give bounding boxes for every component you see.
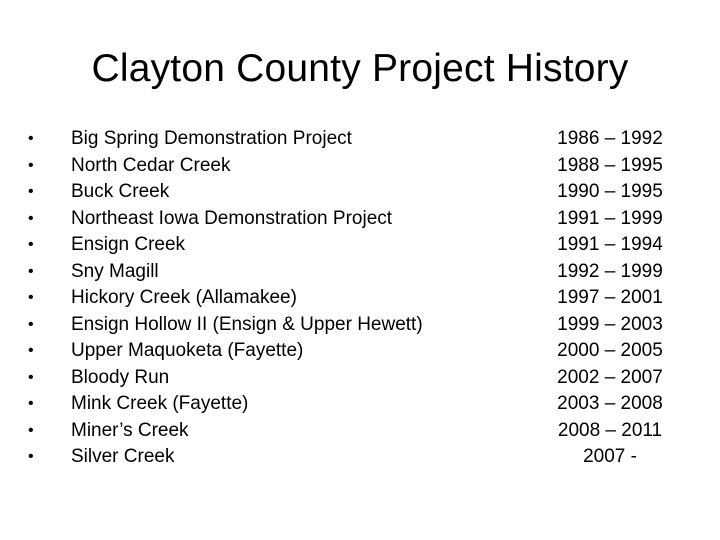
project-item [28,126,508,153]
project-name: Buck Creek [71,181,170,202]
project-item [28,312,508,339]
project-years: 1997 – 2001 [557,287,663,308]
project-item [28,338,508,365]
project-item [28,418,508,445]
bullet-icon: • [28,130,34,147]
project-years: 1999 – 2003 [557,313,663,335]
project-years: 2007 - [583,446,637,467]
project-name: Northeast Iowa Demonstration Project [71,207,393,229]
project-item [28,232,508,259]
project-name: Mink Creek (Fayette) [71,393,249,414]
bullet-icon: • [28,421,34,439]
project-item [28,285,508,312]
project-item [28,153,508,180]
project-item [28,391,508,418]
project-item [28,365,508,392]
project-name: Miner’s Creek [71,419,189,441]
bullet-icon: • [28,183,34,200]
project-item [28,206,508,233]
project-years: 1988 – 1995 [557,154,663,176]
project-years: 1986 – 1992 [557,128,663,149]
bullet-icon: • [28,368,34,386]
project-name: Ensign Hollow II (Ensign & Upper Hewett) [71,313,423,335]
bullet-icon: • [28,342,34,359]
bullet-icon: • [28,289,34,306]
project-name: Ensign Creek [71,234,186,255]
bullet-icon: • [28,156,34,174]
project-list [28,126,508,471]
project-name: Sny Magill [71,260,159,282]
project-years: 2002 – 2007 [557,366,663,388]
project-name: Upper Maquoketa (Fayette) [71,340,304,361]
slide-title: Clayton County Project History [91,47,629,90]
bullet-icon: • [28,448,34,465]
project-item [28,444,508,471]
bullet-icon: • [28,236,34,253]
project-name: Bloody Run [71,366,170,388]
project-years: 1991 – 1994 [557,234,663,255]
bullet-icon: • [28,209,34,227]
project-years: 1990 – 1995 [557,181,663,202]
bullet-icon: • [28,315,34,333]
project-years: 2000 – 2005 [557,340,663,361]
project-item [28,179,508,206]
project-years: 2008 – 2011 [557,419,663,441]
project-item [28,259,508,286]
project-name: Big Spring Demonstration Project [71,128,352,149]
bullet-icon: • [28,262,34,280]
project-name: Silver Creek [71,446,175,467]
project-name: Hickory Creek (Allamakee) [71,287,297,308]
project-years: 1992 – 1999 [557,260,663,282]
project-years: 1991 – 1999 [557,207,663,229]
project-years-list [530,126,690,471]
project-name: North Cedar Creek [71,154,231,176]
project-years: 2003 – 2008 [557,393,663,414]
bullet-icon: • [28,395,34,412]
